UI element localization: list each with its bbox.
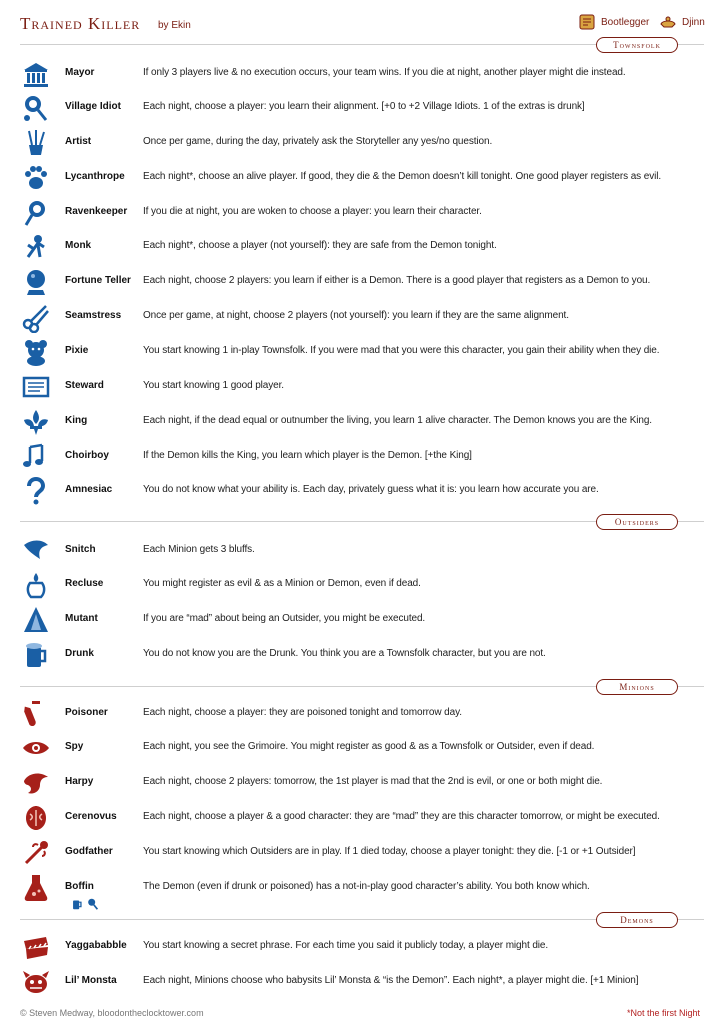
section-tab-outsiders: Outsiders	[596, 514, 678, 530]
role-row-harpy	[0, 766, 724, 800]
script-title: Trained Killer	[20, 14, 141, 33]
role-row-poisoner	[0, 697, 724, 731]
fabled-label: Bootlegger	[601, 16, 650, 28]
harpy-icon	[20, 767, 52, 799]
village-idiot-icon	[86, 897, 100, 911]
role-row-monk	[0, 230, 724, 264]
role-row-choirboy	[0, 440, 724, 474]
boffin-icon	[20, 872, 52, 904]
role-name: Artist	[65, 136, 92, 147]
fabled-bootlegger	[577, 12, 649, 32]
role-ability: Once per game, at night, choose 2 players (not yourself): you learn if they are the same alignment.	[143, 310, 569, 321]
role-name: Godfather	[65, 846, 113, 857]
amnesiac-icon	[20, 475, 52, 507]
role-name: Steward	[65, 380, 104, 391]
section-tab-minions: Minions	[596, 679, 678, 695]
role-ability: Each night, choose 2 players: you learn if either is a Demon. There is a good player that registers as a Demon to you.	[143, 275, 651, 286]
role-ability: Each night*, choose an alive player. If good, they die & the Demon doesn’t kill tonight. One good player registers as evil.	[143, 171, 662, 182]
spy-icon	[20, 732, 52, 764]
seamstress-icon	[20, 301, 52, 333]
script-author: by Ekin	[158, 20, 191, 31]
role-name: Mayor	[65, 67, 95, 78]
role-ability: Each night*, choose a player (not yourself): they are safe from the Demon tonight.	[143, 240, 497, 251]
role-row-steward	[0, 370, 724, 404]
lamp-icon	[658, 12, 678, 32]
mutant-icon	[20, 604, 52, 636]
role-row-king	[0, 405, 724, 439]
role-ability: You start knowing which Outsiders are in play. If 1 died today, choose a player tonight: they die. [-1 or +1 Outsider]	[143, 846, 636, 857]
drunk-icon	[70, 897, 84, 911]
role-ability: Each night, choose a player & a good character: they are “mad” they are this character tomorrow, or might be executed.	[143, 811, 660, 822]
role-ability: You start knowing a secret phrase. For each time you said it publicly today, a player might die.	[143, 940, 549, 951]
role-row-boffin	[0, 871, 724, 911]
role-ability: If you are “mad” about being an Outsider, you might be executed.	[143, 613, 426, 624]
snitch-icon	[20, 535, 52, 567]
role-ability: Each Minion gets 3 bluffs.	[143, 544, 255, 555]
copyright: © Steven Medway, bloodontheclocktower.com	[20, 1008, 204, 1018]
yaggababble-icon	[20, 931, 52, 963]
role-row-recluse	[0, 568, 724, 602]
role-row-yaggababble	[0, 930, 724, 964]
role-ability: You do not know what your ability is. Each day, privately guess what it is: you learn how accurate you are.	[143, 484, 599, 495]
role-name: Spy	[65, 741, 84, 752]
fabled-label: Djinn	[682, 16, 705, 28]
role-ability: Each night, choose a player: you learn their alignment. [+0 to +2 Village Idiots. 1 of the extras is drunk]	[143, 101, 585, 112]
role-name: Choirboy	[65, 450, 109, 461]
artist-icon	[20, 127, 52, 159]
role-name: Amnesiac	[65, 484, 113, 495]
village-idiot-icon	[20, 92, 52, 124]
role-ability: You do not know you are the Drunk. You think you are a Townsfolk character, but you are not.	[143, 648, 546, 659]
role-ability: Each night, choose a player: they are poisoned tonight and tomorrow day.	[143, 707, 462, 718]
role-ability: You might register as evil & as a Minion or Demon, even if dead.	[143, 578, 421, 589]
cerenovus-icon	[20, 802, 52, 834]
fortune-teller-icon	[20, 266, 52, 298]
role-name: Boffin	[65, 881, 94, 892]
section-tab-townsfolk: Townsfolk	[596, 37, 678, 53]
pixie-icon	[20, 336, 52, 368]
role-row-spy	[0, 731, 724, 765]
role-row-ravenkeeper	[0, 196, 724, 230]
role-ability: The Demon (even if drunk or poisoned) has a not-in-play good character’s ability. You both know which.	[143, 881, 590, 892]
role-row-snitch	[0, 534, 724, 568]
boffin-jinxes	[70, 897, 100, 911]
monk-icon	[20, 231, 52, 263]
recluse-icon	[20, 569, 52, 601]
role-name: Harpy	[65, 776, 94, 787]
role-ability: Once per game, during the day, privately ask the Storyteller any yes/no question.	[143, 136, 493, 147]
role-name: Fortune Teller	[65, 275, 131, 286]
role-ability: Each night, choose 2 players: tomorrow, the 1st player is mad that the 2nd is evil, or one or both might die.	[143, 776, 603, 787]
drunk-icon	[20, 639, 52, 671]
role-name: Ravenkeeper	[65, 206, 128, 217]
choirboy-icon	[20, 441, 52, 473]
scroll-icon	[577, 12, 597, 32]
fabled-djinn	[658, 12, 705, 32]
role-name: Yaggababble	[65, 940, 127, 951]
role-row-mutant	[0, 603, 724, 637]
section-tab-demons: Demons	[596, 912, 678, 928]
role-row-village-idiot	[0, 91, 724, 125]
role-name: Mutant	[65, 613, 98, 624]
role-ability: If you die at night, you are woken to choose a player: you learn their character.	[143, 206, 482, 217]
role-ability: Each night, if the dead equal or outnumber the living, you learn 1 alive character. The Demon knows you are the King.	[143, 415, 652, 426]
lycanthrope-icon	[20, 162, 52, 194]
role-row-artist	[0, 126, 724, 160]
mayor-icon	[20, 58, 52, 90]
role-row-amnesiac	[0, 474, 724, 508]
role-row-cerenovus	[0, 801, 724, 835]
role-row-mayor	[0, 57, 724, 91]
role-ability: If the Demon kills the King, you learn which player is the Demon. [+the King]	[143, 450, 472, 461]
role-name: Cerenovus	[65, 811, 117, 822]
king-icon	[20, 406, 52, 438]
role-ability: Each night, you see the Grimoire. You might register as good & as a Townsfolk or Outsider, even if dead.	[143, 741, 595, 752]
role-ability: If only 3 players live & no execution occurs, your team wins. If you die at night, another player might die instead.	[143, 67, 626, 78]
role-name: Seamstress	[65, 310, 122, 321]
role-row-drunk	[0, 638, 724, 672]
role-row-godfather	[0, 836, 724, 870]
role-name: Village Idiot	[65, 101, 121, 112]
poisoner-icon	[20, 698, 52, 730]
role-row-lil-monsta	[0, 965, 724, 999]
role-name: King	[65, 415, 88, 426]
role-name: Pixie	[65, 345, 89, 356]
role-row-lycanthrope	[0, 161, 724, 195]
first-night-note: *Not the first Night	[626, 1008, 700, 1018]
role-row-seamstress	[0, 300, 724, 334]
role-name: Monk	[65, 240, 92, 251]
godfather-icon	[20, 837, 52, 869]
role-ability: You start knowing 1 in-play Townsfolk. If you were mad that you were this character, you gain their ability when they die.	[143, 345, 660, 356]
role-row-fortune-teller	[0, 265, 724, 299]
steward-icon	[20, 371, 52, 403]
role-name: Snitch	[65, 544, 96, 555]
role-name: Poisoner	[65, 707, 108, 718]
lil-monsta-icon	[20, 966, 52, 998]
role-name: Drunk	[65, 648, 94, 659]
role-ability: Each night, Minions choose who babysits Lil’ Monsta & “is the Demon”. Each night*, a player might die. [+1 Minion]	[143, 975, 639, 986]
role-ability: You start knowing 1 good player.	[143, 380, 284, 391]
ravenkeeper-icon	[20, 197, 52, 229]
role-name: Lycanthrope	[65, 171, 125, 182]
role-name: Lil’ Monsta	[65, 975, 117, 986]
role-name: Recluse	[65, 578, 104, 589]
role-row-pixie	[0, 335, 724, 369]
